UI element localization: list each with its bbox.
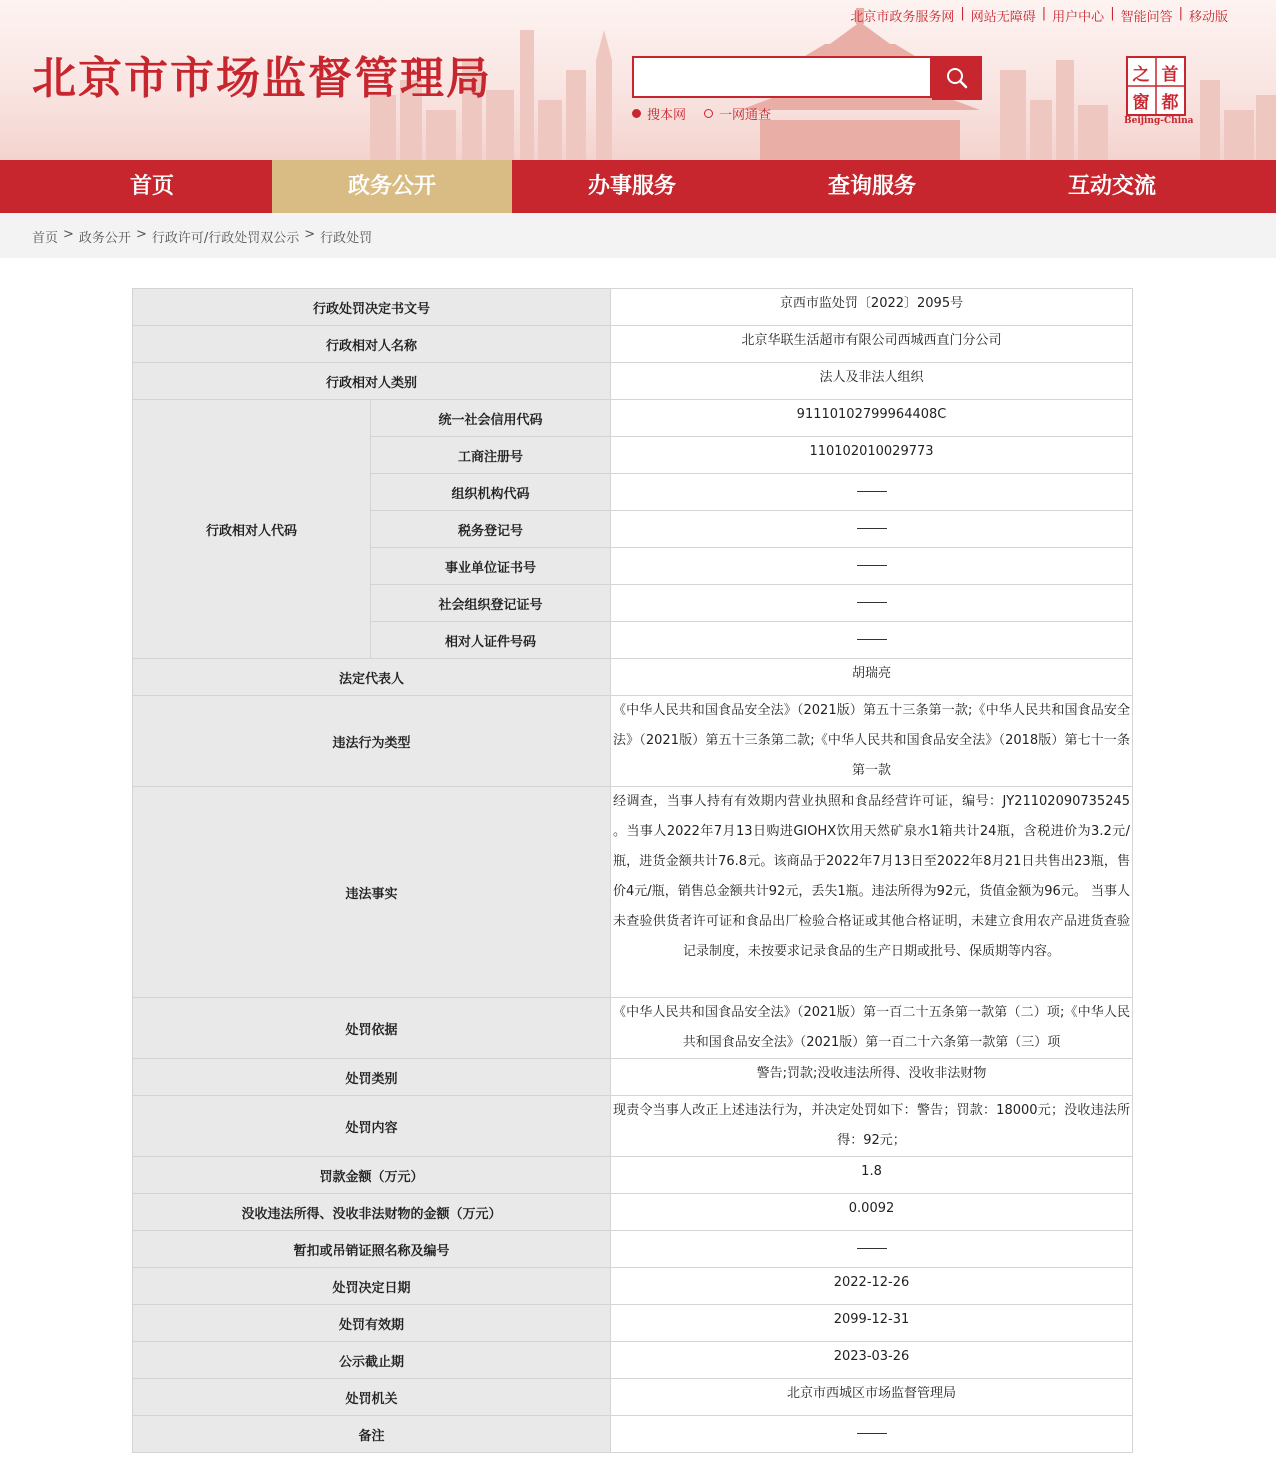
breadcrumb-current[interactable]: 行政处罚 bbox=[320, 231, 373, 246]
field-label: 违法行为类型 bbox=[133, 696, 611, 787]
field-value-reg-no: 110102010029773 bbox=[611, 437, 1133, 474]
field-value-decision-date: 2022-12-26 bbox=[611, 1268, 1133, 1305]
field-value-publicity-end: 2023-03-26 bbox=[611, 1342, 1133, 1379]
field-label: 处罚有效期 bbox=[133, 1305, 611, 1342]
field-value-legal-rep: 胡瑞亮 bbox=[611, 659, 1133, 696]
main-nav bbox=[0, 160, 1276, 213]
field-value-confiscated: 0.0092 bbox=[611, 1194, 1133, 1231]
field-label: 社会组织登记证号 bbox=[371, 585, 611, 622]
nav-services[interactable]: 办事服务 bbox=[587, 174, 676, 199]
empty-dash bbox=[857, 1433, 887, 1434]
field-value-remark bbox=[611, 1416, 1133, 1453]
nav-interaction[interactable]: 互动交流 bbox=[1067, 174, 1156, 199]
field-label: 暂扣或吊销证照名称及编号 bbox=[133, 1231, 611, 1268]
breadcrumb-bar bbox=[0, 213, 1276, 258]
field-value-social-org-no bbox=[611, 585, 1133, 622]
field-value-institution-no bbox=[611, 548, 1133, 585]
field-label: 罚款金额（万元） bbox=[133, 1157, 611, 1194]
field-value-org-code bbox=[611, 474, 1133, 511]
field-label: 工商注册号 bbox=[371, 437, 611, 474]
link-mobile[interactable]: 移动版 bbox=[1188, 10, 1228, 25]
breadcrumb: 首页 > 政务公开 > 行政许可/行政处罚双公示 > 行政处罚 bbox=[32, 227, 373, 246]
logo-subtitle: Beijing-China bbox=[1124, 116, 1194, 126]
field-label: 行政相对人名称 bbox=[133, 326, 611, 363]
field-value-credit-code: 91110102799964408C bbox=[611, 400, 1133, 437]
table-row bbox=[133, 1157, 1133, 1194]
search-scope-all[interactable]: 一网通查 bbox=[704, 104, 771, 123]
link-user-center[interactable]: 用户中心 bbox=[1052, 10, 1105, 25]
breadcrumb-double-publicity[interactable]: 行政许可/行政处罚双公示 bbox=[151, 231, 300, 246]
table-row bbox=[133, 998, 1133, 1059]
empty-dash bbox=[857, 528, 887, 529]
field-label: 处罚决定日期 bbox=[133, 1268, 611, 1305]
table-row bbox=[133, 400, 1133, 437]
search-icon bbox=[946, 67, 968, 89]
field-value-doc-no: 京西市监处罚〔2022〕2095号 bbox=[611, 289, 1133, 326]
table-row bbox=[133, 1305, 1133, 1342]
nav-home[interactable]: 首页 bbox=[129, 174, 174, 199]
table-row bbox=[133, 363, 1133, 400]
field-value-fine: 1.8 bbox=[611, 1157, 1133, 1194]
empty-dash bbox=[857, 565, 887, 566]
link-smart-qa[interactable]: 智能问答 bbox=[1120, 10, 1173, 25]
field-label: 处罚类别 bbox=[133, 1059, 611, 1096]
site-header bbox=[0, 0, 1276, 160]
logo-char-4: 窗 bbox=[1132, 93, 1150, 113]
search-input[interactable] bbox=[632, 56, 932, 98]
field-value-party-name: 北京华联生活超市有限公司西城西直门分公司 bbox=[611, 326, 1133, 363]
search-button[interactable] bbox=[932, 56, 982, 100]
search-scope-site[interactable]: 搜本网 bbox=[632, 104, 686, 123]
link-gov-service[interactable]: 北京市政务服务网 bbox=[850, 10, 955, 25]
logo-char-3: 之 bbox=[1132, 65, 1150, 85]
nav-query[interactable]: 查询服务 bbox=[827, 174, 916, 199]
table-row bbox=[133, 1194, 1133, 1231]
nav-gov-affairs[interactable]: 政务公开 bbox=[272, 160, 512, 213]
field-value-penalty-type: 警告;罚款;没收违法所得、没收非法财物 bbox=[611, 1059, 1133, 1096]
field-label: 组织机构代码 bbox=[371, 474, 611, 511]
field-value-basis: 《中华人民共和国食品安全法》（2021版）第一百二十五条第一款第（二）项;《中华人民共和国食品安全法》（2021版）第一百二十六条第一款第（三）项 bbox=[611, 998, 1133, 1059]
field-label-codes-group: 行政相对人代码 bbox=[133, 400, 371, 659]
table-row bbox=[133, 696, 1133, 787]
field-label: 备注 bbox=[133, 1416, 611, 1453]
table-row bbox=[133, 1268, 1133, 1305]
field-label: 事业单位证书号 bbox=[371, 548, 611, 585]
field-value-tax-no bbox=[611, 511, 1133, 548]
field-label: 统一社会信用代码 bbox=[371, 400, 611, 437]
table-row bbox=[133, 289, 1133, 326]
field-value-id-no bbox=[611, 622, 1133, 659]
field-value-violation-type: 《中华人民共和国食品安全法》（2021版）第五十三条第一款;《中华人民共和国食品安全法》（2021版）第五十三条第二款;《中华人民共和国食品安全法》（2018版）第七十一条第一款 bbox=[611, 696, 1133, 787]
empty-dash bbox=[857, 1248, 887, 1249]
field-label: 行政处罚决定书文号 bbox=[133, 289, 611, 326]
field-label: 处罚机关 bbox=[133, 1379, 611, 1416]
table-row bbox=[133, 1096, 1133, 1157]
search-scope-options bbox=[632, 104, 771, 123]
field-label: 违法事实 bbox=[133, 787, 611, 998]
radio-selected-icon bbox=[632, 109, 641, 118]
field-value-facts: 经调查，当事人持有有效期内营业执照和食品经营许可证，编号：JY21102090735245 。当事人2022年7月13日购进GIOHX饮用天然矿泉水1箱共计24瓶，含税进价为3.2元/瓶，进货金额共计76.8元。该商品于2022年7月13日至2022年8月21日共售出23瓶，售价4元/瓶，销售总金额共计92元，丢失1瓶。违法所得为92元，货值金额为96元。 当事人未查验供货者许可证和食品出厂检验合格证或其他合格证明，未建立食用农产品进货查验记录制度，未按要求记录食品的生产日期或批号、保质期等内容。 bbox=[611, 787, 1133, 998]
field-value-valid-until: 2099-12-31 bbox=[611, 1305, 1133, 1342]
field-value-party-type: 法人及非法人组织 bbox=[611, 363, 1133, 400]
empty-dash bbox=[857, 602, 887, 603]
field-label: 没收违法所得、没收非法财物的金额（万元） bbox=[133, 1194, 611, 1231]
site-title[interactable]: 北京市市场监督管理局 bbox=[32, 53, 492, 104]
breadcrumb-home[interactable]: 首页 bbox=[32, 231, 59, 246]
table-row bbox=[133, 1416, 1133, 1453]
field-label: 处罚内容 bbox=[133, 1096, 611, 1157]
field-label: 行政相对人类别 bbox=[133, 363, 611, 400]
table-row bbox=[133, 1231, 1133, 1268]
radio-unselected-icon bbox=[704, 109, 713, 118]
table-row bbox=[133, 1342, 1133, 1379]
table-row bbox=[133, 787, 1133, 998]
empty-dash bbox=[857, 491, 887, 492]
breadcrumb-gov-affairs[interactable]: 政务公开 bbox=[78, 231, 131, 246]
table-row bbox=[133, 659, 1133, 696]
field-label: 法定代表人 bbox=[133, 659, 611, 696]
logo-char-1: 首 bbox=[1161, 65, 1179, 85]
table-row bbox=[133, 1379, 1133, 1416]
top-links: 北京市政务服务网 | 网站无障碍 | 用户中心 | 智能问答 | 移动版 bbox=[844, 6, 1234, 25]
table-row bbox=[133, 326, 1133, 363]
penalty-info-table bbox=[132, 288, 1133, 1453]
field-value-penalty-content: 现责令当事人改正上述违法行为，并决定处罚如下：警告；罚款：18000元；没收违法所得：92元； bbox=[611, 1096, 1133, 1157]
field-value-license bbox=[611, 1231, 1133, 1268]
link-accessibility[interactable]: 网站无障碍 bbox=[970, 10, 1036, 25]
field-label: 公示截止期 bbox=[133, 1342, 611, 1379]
field-label: 相对人证件号码 bbox=[371, 622, 611, 659]
empty-dash bbox=[857, 639, 887, 640]
field-label: 税务登记号 bbox=[371, 511, 611, 548]
field-value-authority: 北京市西城区市场监督管理局 bbox=[611, 1379, 1133, 1416]
logo-char-2: 都 bbox=[1161, 93, 1179, 113]
table-row bbox=[133, 1059, 1133, 1096]
capital-window-logo[interactable] bbox=[1126, 56, 1186, 116]
field-label: 处罚依据 bbox=[133, 998, 611, 1059]
